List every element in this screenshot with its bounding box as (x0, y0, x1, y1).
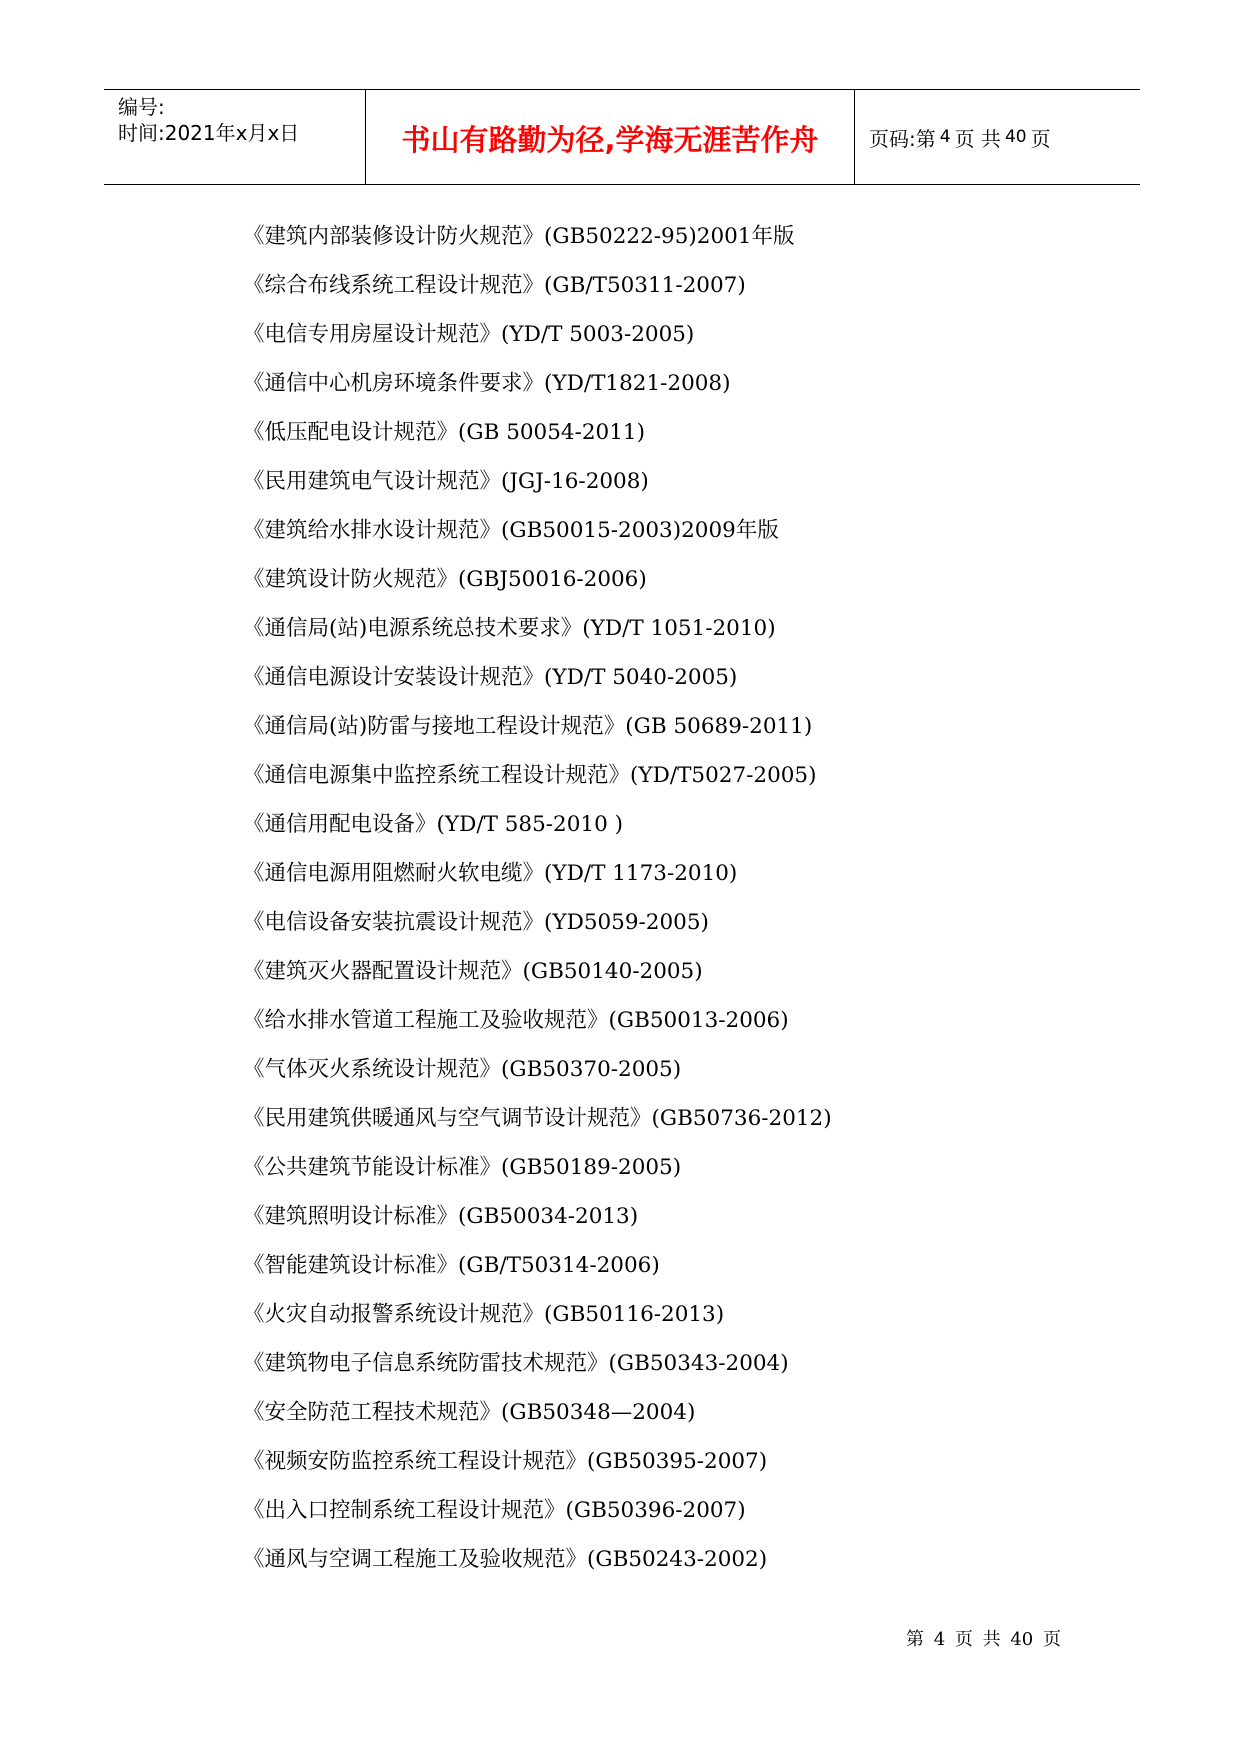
page-mid: 页 共 (954, 126, 1001, 151)
header-slogan: 书山有路勤为径,学海无涯苦作舟 (366, 90, 855, 184)
list-item: 《建筑照明设计标准》(GB50034-2013) (243, 1204, 639, 1229)
page-suffix: 页 (1030, 126, 1051, 151)
list-item: 《建筑内部装修设计防火规范》(GB50222-95)2001年版 (243, 224, 795, 249)
page-current: 4 (939, 127, 951, 147)
list-item: 《建筑物电子信息系统防雷技术规范》(GB50343-2004) (243, 1351, 789, 1376)
list-item: 《通信中心机房环境条件要求》(YD/T1821-2008) (243, 371, 731, 396)
list-item: 《民用建筑供暖通风与空气调节设计规范》(GB50736-2012) (243, 1106, 832, 1131)
page-footer: 第 4 页 共 40 页 (906, 1629, 1061, 1650)
list-item: 《电信专用房屋设计规范》(YD/T 5003-2005) (243, 322, 695, 347)
list-item: 《民用建筑电气设计规范》(JGJ-16-2008) (243, 469, 649, 494)
list-item: 《通信电源用阻燃耐火软电缆》(YD/T 1173-2010) (243, 861, 738, 886)
list-item: 《给水排水管道工程施工及验收规范》(GB50013-2006) (243, 1008, 789, 1033)
list-item: 《通信局(站)电源系统总技术要求》(YD/T 1051-2010) (243, 616, 776, 641)
standards-list (243, 212, 832, 1584)
document-time-label: 时间:2021年x月x日 (118, 121, 300, 145)
list-item: 《建筑灭火器配置设计规范》(GB50140-2005) (243, 959, 703, 984)
list-item: 《通信局(站)防雷与接地工程设计规范》(GB 50689-2011) (243, 714, 813, 739)
list-item: 《火灾自动报警系统设计规范》(GB50116-2013) (243, 1302, 725, 1327)
page-header (104, 89, 1140, 185)
page-prefix: 页码:第 (869, 126, 936, 151)
list-item: 《低压配电设计规范》(GB 50054-2011) (243, 420, 645, 445)
list-item: 《安全防范工程技术规范》(GB50348—2004) (243, 1400, 696, 1425)
list-item: 《智能建筑设计标准》(GB/T50314-2006) (243, 1253, 660, 1278)
list-item: 《气体灭火系统设计规范》(GB50370-2005) (243, 1057, 682, 1082)
list-item: 《通信电源集中监控系统工程设计规范》(YD/T5027-2005) (243, 763, 817, 788)
page-total: 40 (1004, 127, 1027, 147)
header-meta (104, 90, 366, 184)
list-item: 《通信用配电设备》(YD/T 585-2010 ) (243, 812, 623, 837)
list-item: 《建筑设计防火规范》(GBJ50016-2006) (243, 567, 647, 592)
list-item: 《公共建筑节能设计标准》(GB50189-2005) (243, 1155, 682, 1180)
list-item: 《视频安防监控系统工程设计规范》(GB50395-2007) (243, 1449, 768, 1474)
list-item: 《通信电源设计安装设计规范》(YD/T 5040-2005) (243, 665, 738, 690)
list-item: 《电信设备安装抗震设计规范》(YD5059-2005) (243, 910, 709, 935)
document-number-label: 编号: (118, 95, 165, 119)
list-item: 《建筑给水排水设计规范》(GB50015-2003)2009年版 (243, 518, 779, 543)
header-page-indicator (855, 90, 1140, 184)
list-item: 《通风与空调工程施工及验收规范》(GB50243-2002) (243, 1547, 768, 1572)
list-item: 《出入口控制系统工程设计规范》(GB50396-2007) (243, 1498, 746, 1523)
list-item: 《综合布线系统工程设计规范》(GB/T50311-2007) (243, 273, 746, 298)
